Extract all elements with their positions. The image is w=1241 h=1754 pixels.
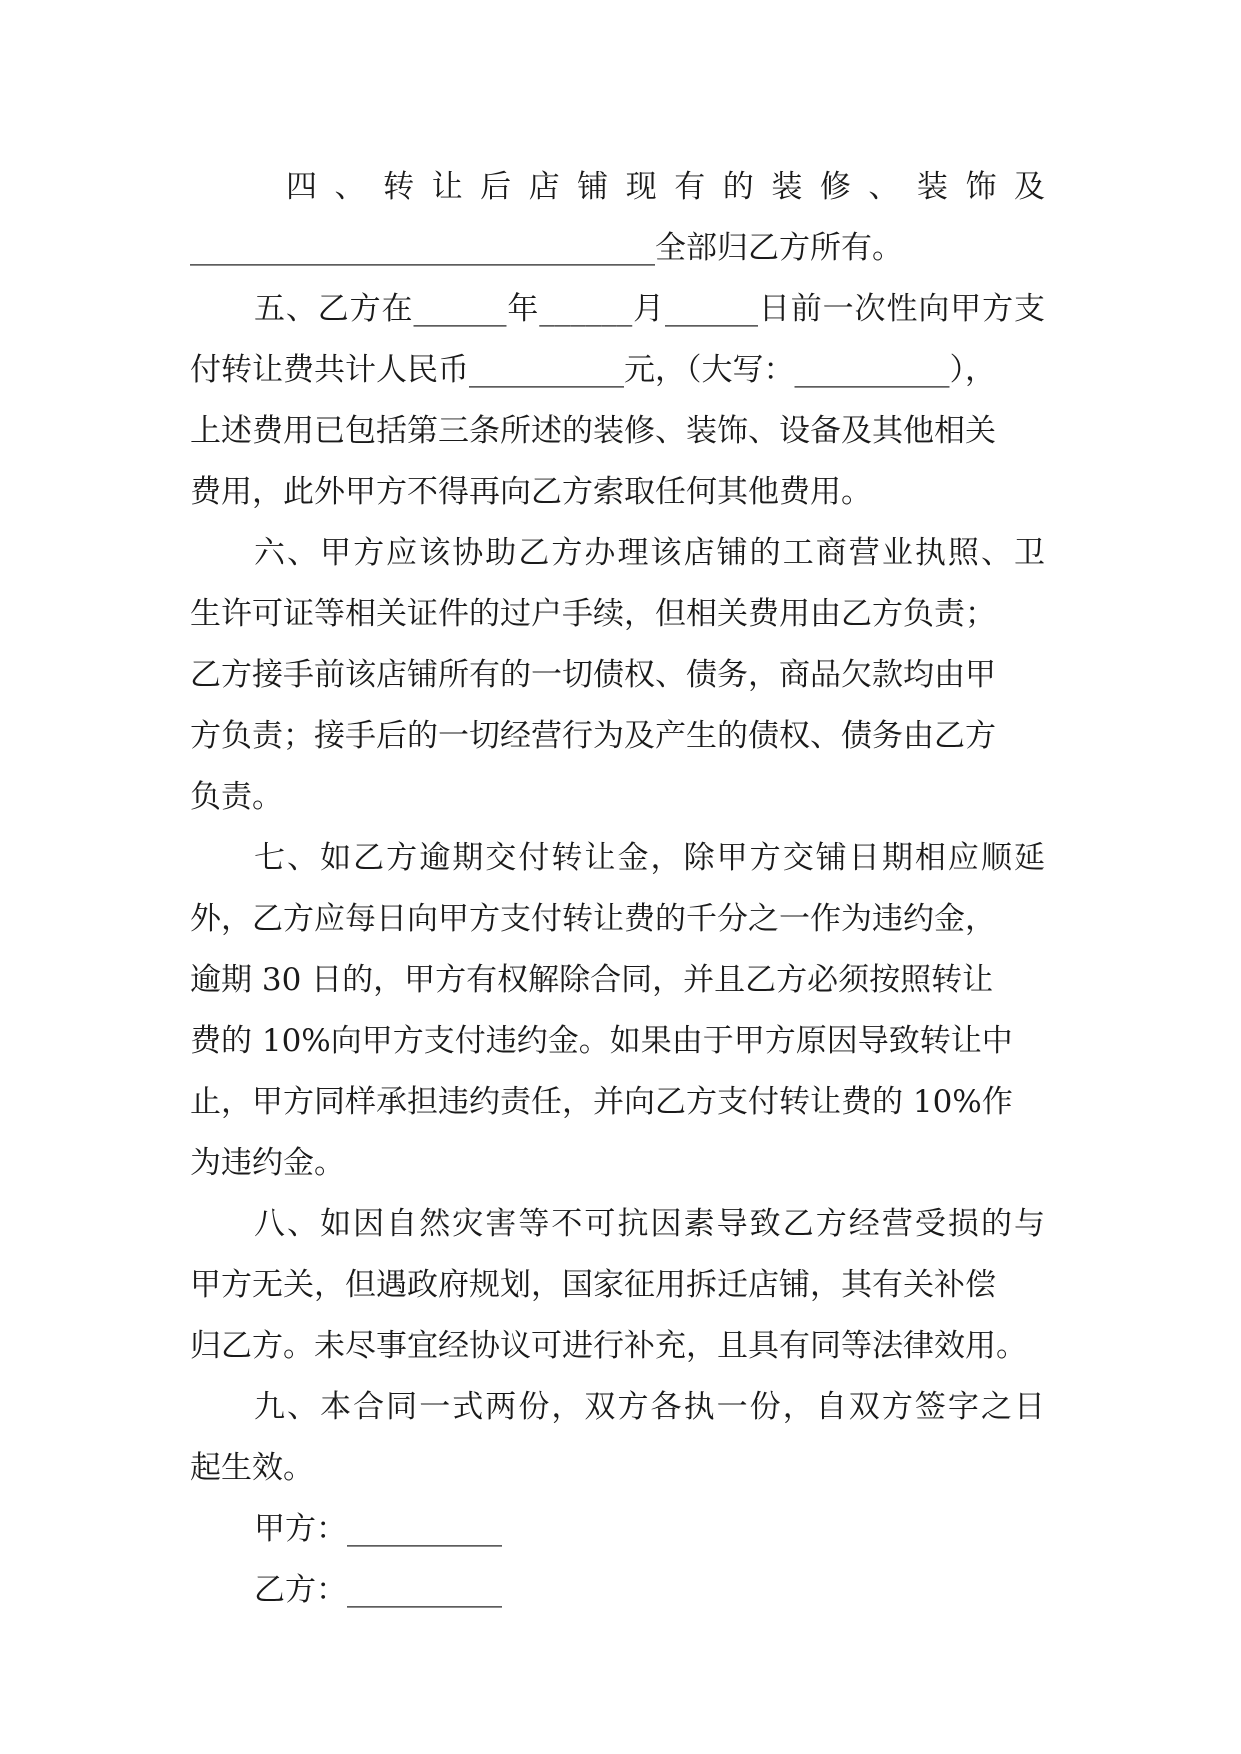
clause-5-line-1: 五、乙方在______年______月______日前一次性向甲方支	[254, 291, 1045, 327]
clause-5-line-4: 费用，此外甲方不得再向乙方索取任何其他费用。	[190, 474, 872, 510]
party-a-signature: 甲方：__________	[254, 1511, 502, 1547]
clause-9-line-2: 起生效。	[190, 1450, 314, 1486]
clause-8-line-3: 归乙方。未尽事宜经协议可进行补充，且具有同等法律效用。	[190, 1328, 1027, 1364]
clause-7-line-4: 费的 10%向甲方支付违约金。如果由于甲方原因导致转让中	[190, 1023, 1013, 1059]
document-page	[190, 157, 1045, 1621]
clause-7-line-3: 逾期 30 日的，甲方有权解除合同，并且乙方必须按照转让	[190, 962, 994, 998]
clause-6-line-3: 乙方接手前该店铺所有的一切债权、债务，商品欠款均由甲	[190, 657, 996, 693]
party-b-signature: 乙方：__________	[254, 1572, 502, 1608]
clause-7-line-5: 止，甲方同样承担违约责任，并向乙方支付转让费的 10%作	[190, 1084, 1013, 1120]
clause-8-line-1: 八、如因自然灾害等不可抗因素导致乙方经营受损的与	[254, 1206, 1045, 1242]
clause-5-line-3: 上述费用已包括第三条所述的装修、装饰、设备及其他相关	[190, 413, 996, 449]
clause-7-line-6: 为违约金。	[190, 1145, 345, 1181]
clause-4-line-1: 四、转让后店铺现有的装修、装饰及	[286, 169, 1045, 205]
clause-7-line-2: 外，乙方应每日向甲方支付转让费的千分之一作为违约金，	[190, 901, 996, 937]
clause-6-line-1: 六、甲方应该协助乙方办理该店铺的工商营业执照、卫	[254, 535, 1045, 571]
clause-6-line-5: 负责。	[190, 779, 283, 815]
clause-6-line-4: 方负责；接手后的一切经营行为及产生的债权、债务由乙方	[190, 718, 996, 754]
clause-6-line-2: 生许可证等相关证件的过户手续，但相关费用由乙方负责；	[190, 596, 996, 632]
clause-9-line-1: 九、本合同一式两份，双方各执一份，自双方签字之日	[254, 1389, 1045, 1425]
clause-4-line-2: ______________________________全部归乙方所有。	[190, 230, 903, 266]
clause-5-line-2: 付转让费共计人民币__________元，（大写：__________），	[190, 352, 996, 388]
clause-7-line-1: 七、如乙方逾期交付转让金，除甲方交铺日期相应顺延	[254, 840, 1045, 876]
clause-8-line-2: 甲方无关，但遇政府规划，国家征用拆迁店铺，其有关补偿	[190, 1267, 996, 1303]
